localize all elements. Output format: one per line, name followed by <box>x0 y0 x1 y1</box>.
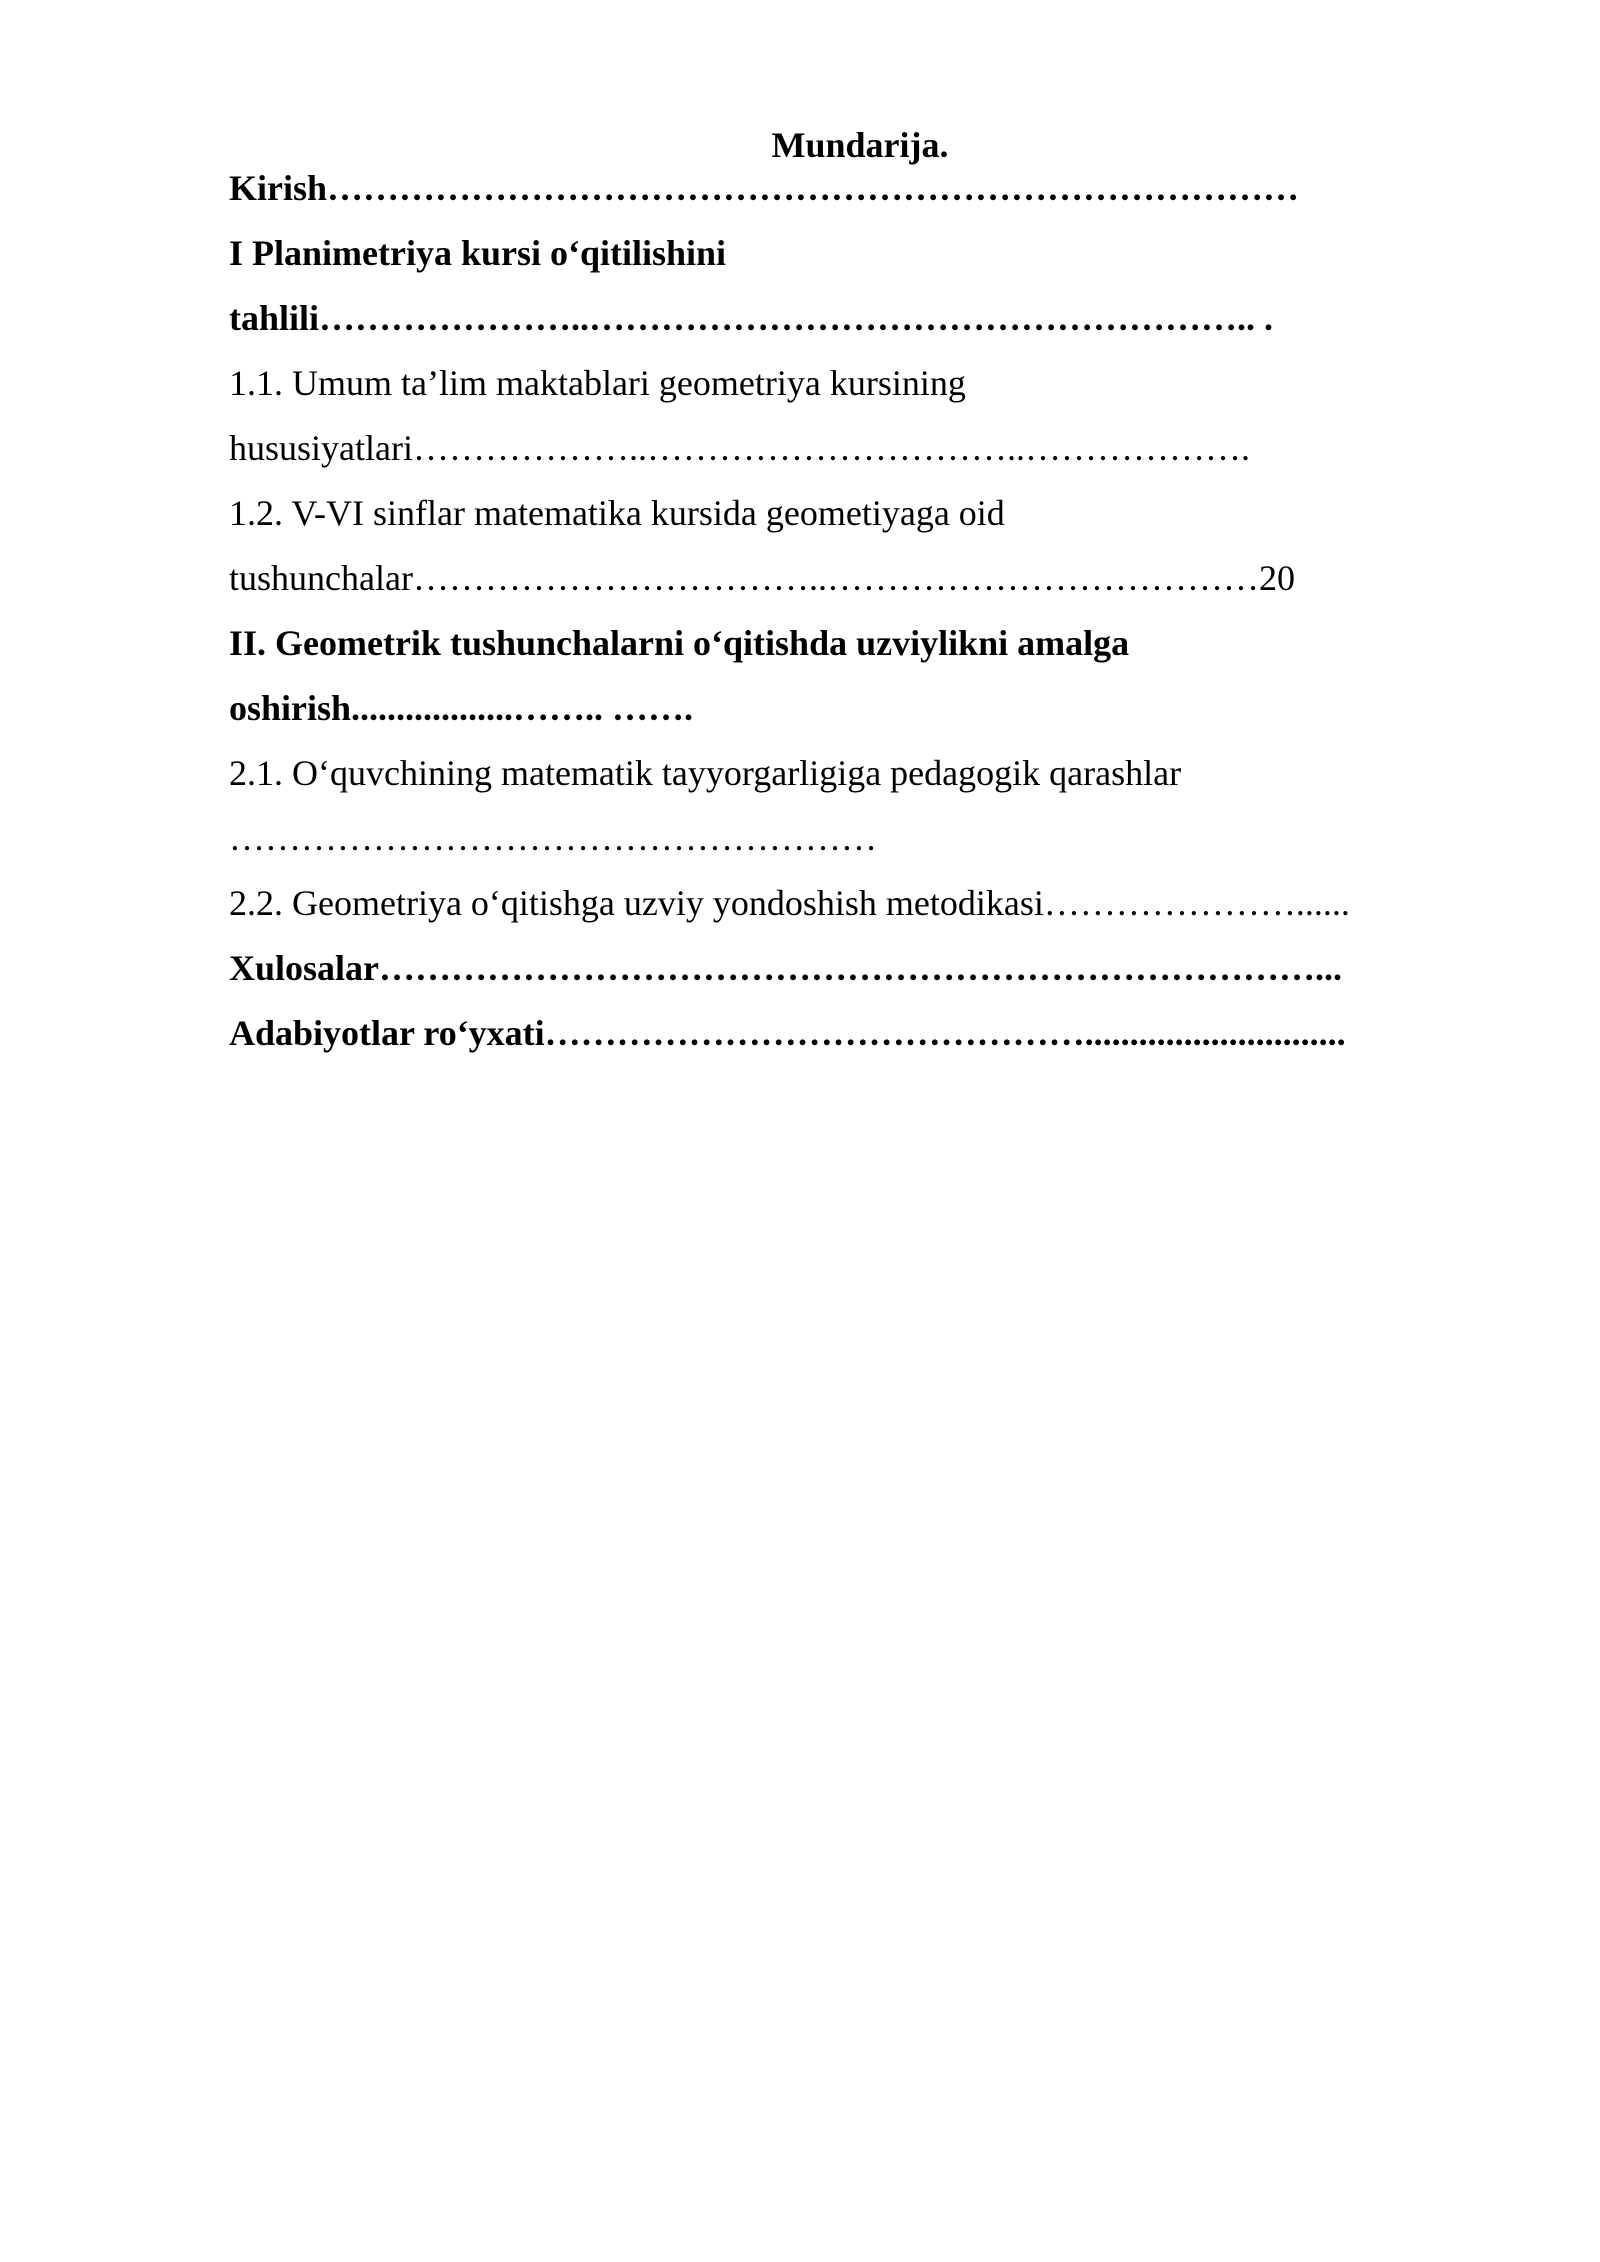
toc-entry-adabiyotlar: Adabiyotlar ro‘yxati………………………………………............................. <box>229 1013 1346 1053</box>
toc-title: Mundarija. <box>771 125 949 165</box>
toc-entry-section-1-1: 1.1. Umum ta’lim maktablari geometriya kursining <box>229 363 966 403</box>
toc-entry-section-1-1-cont: hususiyatlari………………..…………………………..………………. <box>229 428 1250 468</box>
toc-entry-section-2-1: 2.1. O‘quvchining matematik tayyorgarligiga pedagogik qarashlar <box>229 753 1182 793</box>
toc-entry-section-2-1-cont: ……………………………………………… <box>229 818 877 858</box>
toc-entry-xulosalar: Xulosalar……………………………………………………………………... <box>229 948 1343 988</box>
toc-entry-chapter-1-cont: tahlili…………………..……………………………………………….. . <box>229 298 1274 338</box>
toc-entry-section-1-2: 1.2. V-VI sinflar matematika kursida geometiyaga oid <box>229 493 1005 533</box>
toc-entry-section-2-2: 2.2. Geometriya o‘qitishga uzviy yondoshish metodikasi…………………...... <box>229 883 1350 923</box>
toc-entry-kirish: Kirish……………………………………………………………………… <box>229 168 1300 208</box>
toc-entry-chapter-2-cont: oshirish..................…….. ……. <box>229 688 694 728</box>
toc-entry-chapter-2: II. Geometrik tushunchalarni o‘qitishda uzviylikni amalga <box>229 623 1130 663</box>
toc-entry-chapter-1: I Planimetriya kursi o‘qitilishini <box>229 233 727 273</box>
toc-entry-section-1-2-cont: tushunchalar……………………………..………………………………20 <box>229 558 1295 598</box>
